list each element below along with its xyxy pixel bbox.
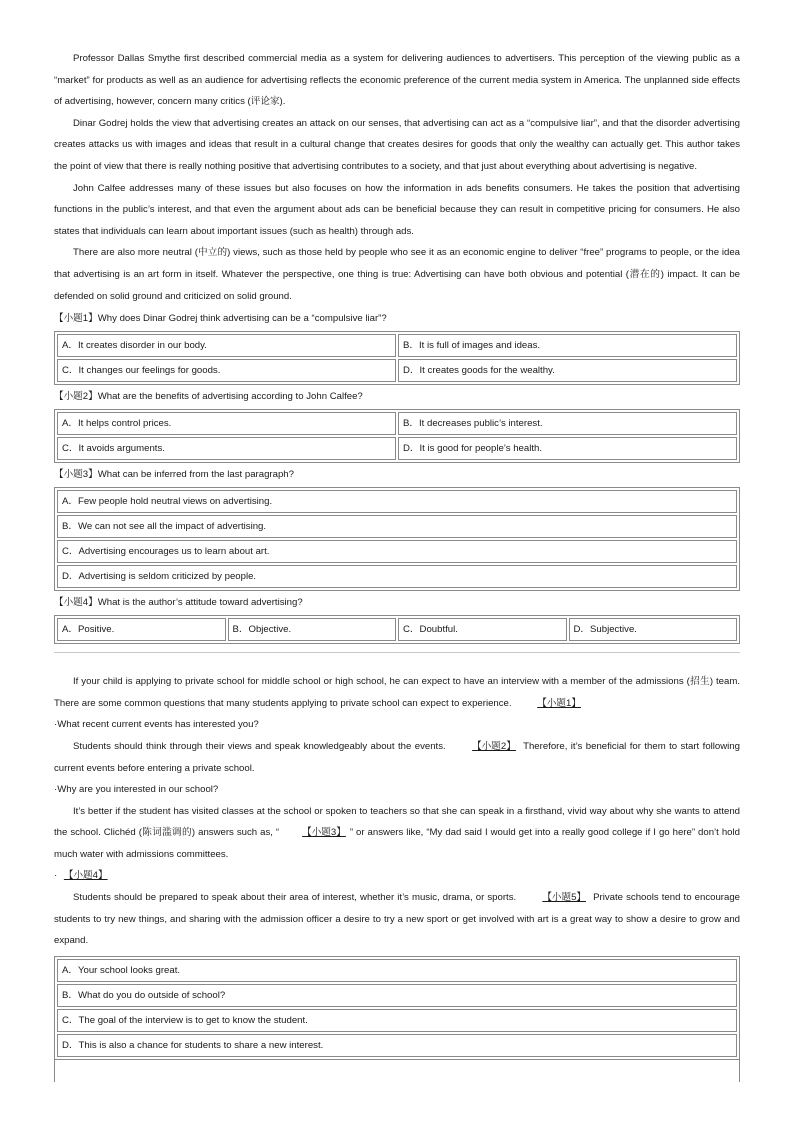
paragraph-text: If your child is applying to private school for middle school or high school, he can expect to have an interview with a member of the admissions (招生) team. There are some common questions that many students applying to private school can expect to experience. <box>54 676 740 709</box>
option-a[interactable]: A．It helps control prices. <box>57 412 396 435</box>
options-table <box>54 409 740 463</box>
option-c[interactable]: C．The goal of the interview is to get to know the student. <box>57 1009 737 1032</box>
bullet: · <box>54 870 58 882</box>
question-title: 【小题4】What is the author’s attitude toward advertising? <box>54 597 303 609</box>
option-a[interactable]: A．Positive. <box>57 618 226 641</box>
option-d[interactable]: D．It creates goods for the wealthy. <box>398 359 737 382</box>
blank-2[interactable]: 【小题2】 <box>472 740 516 752</box>
option-b[interactable]: B．It is full of images and ideas. <box>398 334 737 357</box>
option-c[interactable]: C．Doubtful. <box>398 618 567 641</box>
option-d[interactable]: D．It is good for people’s health. <box>398 437 737 460</box>
option-d[interactable]: D．Subjective. <box>569 618 738 641</box>
passage-advertising <box>54 48 740 307</box>
paragraph <box>54 736 740 779</box>
option-b[interactable]: B．Objective. <box>228 618 397 641</box>
passage-interview <box>54 671 740 1082</box>
options-table <box>54 331 740 385</box>
paragraph <box>54 801 740 866</box>
question-heading <box>54 865 740 887</box>
paragraph: There are also more neutral (中立的) views, such as those held by people who see it as an economic engine to deliver “free” programs to people, or the idea that advertising is an art form in itself. Whatever the perspective, one thing is true: Advertising can have both obvious and potential (潜在的) impact. It can be defended on solid ground and criticized on solid ground. <box>54 247 740 302</box>
options-table <box>54 487 740 591</box>
paragraph: Dinar Godrej holds the view that advertising creates an attack on our senses, that advertising can act as a “compulsive liar”, and that the disorder advertising creates attacks us with images and ideas that result in a cultural change that creates desires for goods that only the wealthy can actually get. This author takes the point of view that there is really nothing positive that advertising contributes to a society, and that just about everything about advertising is negative. <box>54 117 740 172</box>
blank-4[interactable]: 【小题4】 <box>63 870 108 882</box>
table-continuation <box>54 1060 740 1082</box>
question-title: 【小题2】What are the benefits of advertising according to John Calfee? <box>54 391 363 403</box>
option-c[interactable]: C．Advertising encourages us to learn about art. <box>57 540 737 563</box>
option-b[interactable]: B．We can not see all the impact of advertising. <box>57 515 737 538</box>
paragraph-text: ” or answers like, “My dad said I would get into a really good college if I go here” don’t hold much water with admissions committees. <box>54 827 740 860</box>
blank-1[interactable]: 【小题1】 <box>537 697 581 709</box>
blank-5[interactable]: 【小题5】 <box>542 892 587 904</box>
option-d[interactable]: D．This is also a chance for students to share a new interest. <box>57 1034 737 1057</box>
paragraph-text: Therefore, it’s beneficial for them to start following current events before entering a private school. <box>54 740 740 774</box>
blank-3[interactable]: 【小题3】 <box>302 827 346 839</box>
paragraph-text: Private schools tend to encourage students to try new things, and sharing with the admission officer a desire to try a new sport or get involved with art is a great way to show a desire to grow and expand. <box>54 892 741 947</box>
option-d[interactable]: D．Advertising is seldom criticized by people. <box>57 565 737 588</box>
section-divider <box>54 652 740 653</box>
option-a[interactable]: A．It creates disorder in our body. <box>57 334 396 357</box>
paragraph-text: Students should think through their views and speak knowledgeably about the events. <box>73 740 446 752</box>
option-a[interactable]: A．Few people hold neutral views on advertising. <box>57 490 737 513</box>
question-title: 【小题3】What can be inferred from the last paragraph? <box>54 469 294 481</box>
question-heading: ·What recent current events has interested you? <box>54 719 259 731</box>
option-b[interactable]: B．What do you do outside of school? <box>57 984 737 1007</box>
option-a[interactable]: A．Your school looks great. <box>57 959 737 982</box>
options-table <box>54 956 740 1060</box>
paragraph: Professor Dallas Smythe first described commercial media as a system for delivering audiences to advertisers. This perception of the viewing public as a “market” for products as well as an audience for advertising reflects the economic preference of the current media system in America. The unplanned side effects of advertising, however, concern many critics (评论家). <box>54 53 740 108</box>
option-c[interactable]: C．It changes our feelings for goods. <box>57 359 396 382</box>
option-c[interactable]: C．It avoids arguments. <box>57 437 396 460</box>
paragraph-text: Students should be prepared to speak about their area of interest, whether it’s music, drama, or sports. <box>73 892 517 904</box>
paragraph-text: It’s better if the student has visited classes at the school or spoken to teachers so that she can speak in a firsthand, vivid way about why she wants to attend the school. Clichéd (陈词滥调的) answers such as, “ <box>54 805 740 839</box>
question-title: 【小题1】Why does Dinar Godrej think advertising can be a “compulsive liar”? <box>54 313 387 325</box>
paragraph <box>54 887 740 952</box>
paragraph: John Calfee addresses many of these issues but also focuses on how the information in ads benefits consumers. He takes the position that advertising functions in the public’s interest, and that even the argument about ads can be beneficial because they can result in competitive pricing for consumers. He also states that individuals can learn about important issues (such as health) through ads. <box>54 182 740 237</box>
paragraph <box>54 671 740 714</box>
question-heading: ·Why are you interested in our school? <box>54 784 219 796</box>
options-table <box>54 615 740 644</box>
option-b[interactable]: B．It decreases public’s interest. <box>398 412 737 435</box>
